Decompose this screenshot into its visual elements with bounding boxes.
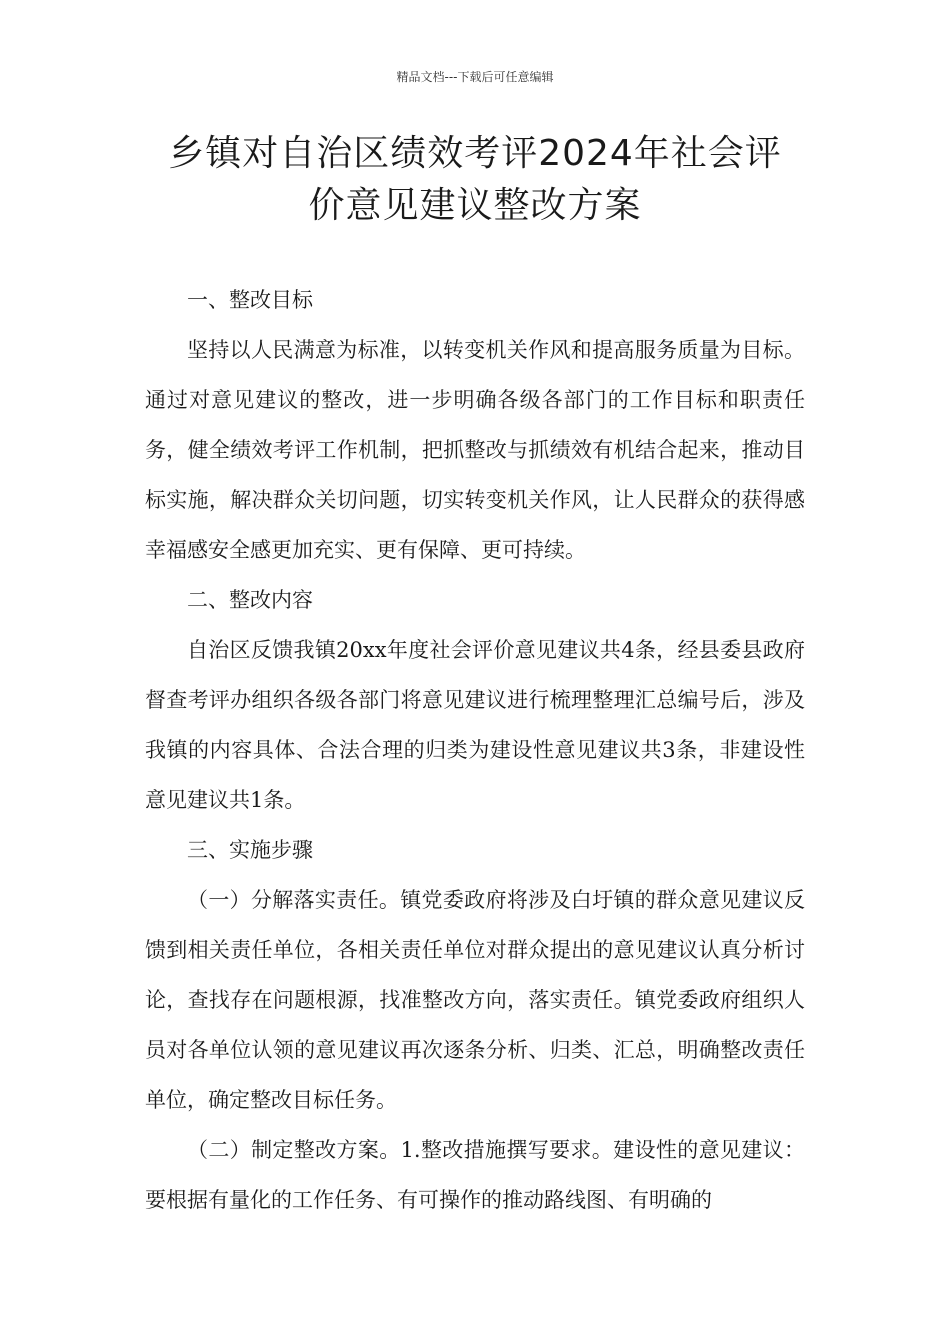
paragraph-step-1: （一）分解落实责任。镇党委政府将涉及白圩镇的群众意见建议反馈到相关责任单位，各相关责任单位对群众提出的意见建议认真分析讨论，查找存在问题根源，找准整改方向，落实责任。镇党委政府组织人员对各单位认领的意见建议再次逐条分析、归类、汇总，明确整改责任单位，确定整改目标任务。 [145,888,805,1112]
paragraph-step-2: （二）制定整改方案。1.整改措施撰写要求。建设性的意见建议：要根据有量化的工作任务、有可操作的推动路线图、有明确的 [145,1138,805,1212]
title-line-1: 乡镇对自治区绩效考评2024年社会评 [168,133,782,174]
document-title [145,128,805,232]
section-heading-steps: 三、实施步骤 [187,838,313,862]
paragraph-goals: 坚持以人民满意为标准，以转变机关作风和提高服务质量为目标。通过对意见建议的整改，进一步明确各级各部门的工作目标和职责任务，健全绩效考评工作机制，把抓整改与抓绩效有机结合起来，推动目标实施，解决群众关切问题，切实转变机关作风，让人民群众的获得感幸福感安全感更加充实、更有保障、更可持续。 [145,338,805,562]
section-heading-content: 二、整改内容 [187,588,313,612]
paragraph-content: 自治区反馈我镇20xx年度社会评价意见建议共4条，经县委县政府督查考评办组织各级各部门将意见建议进行梳理整理汇总编号后，涉及我镇的内容具体、合法合理的归类为建设性意见建议共3条，非建设性意见建议共1条。 [145,638,805,812]
section-heading-goals: 一、整改目标 [187,288,313,312]
document-body [145,275,805,1225]
title-line-2: 价意见建议整改方案 [308,185,642,226]
header-note: 精品文档---下载后可任意编辑 [396,70,554,84]
